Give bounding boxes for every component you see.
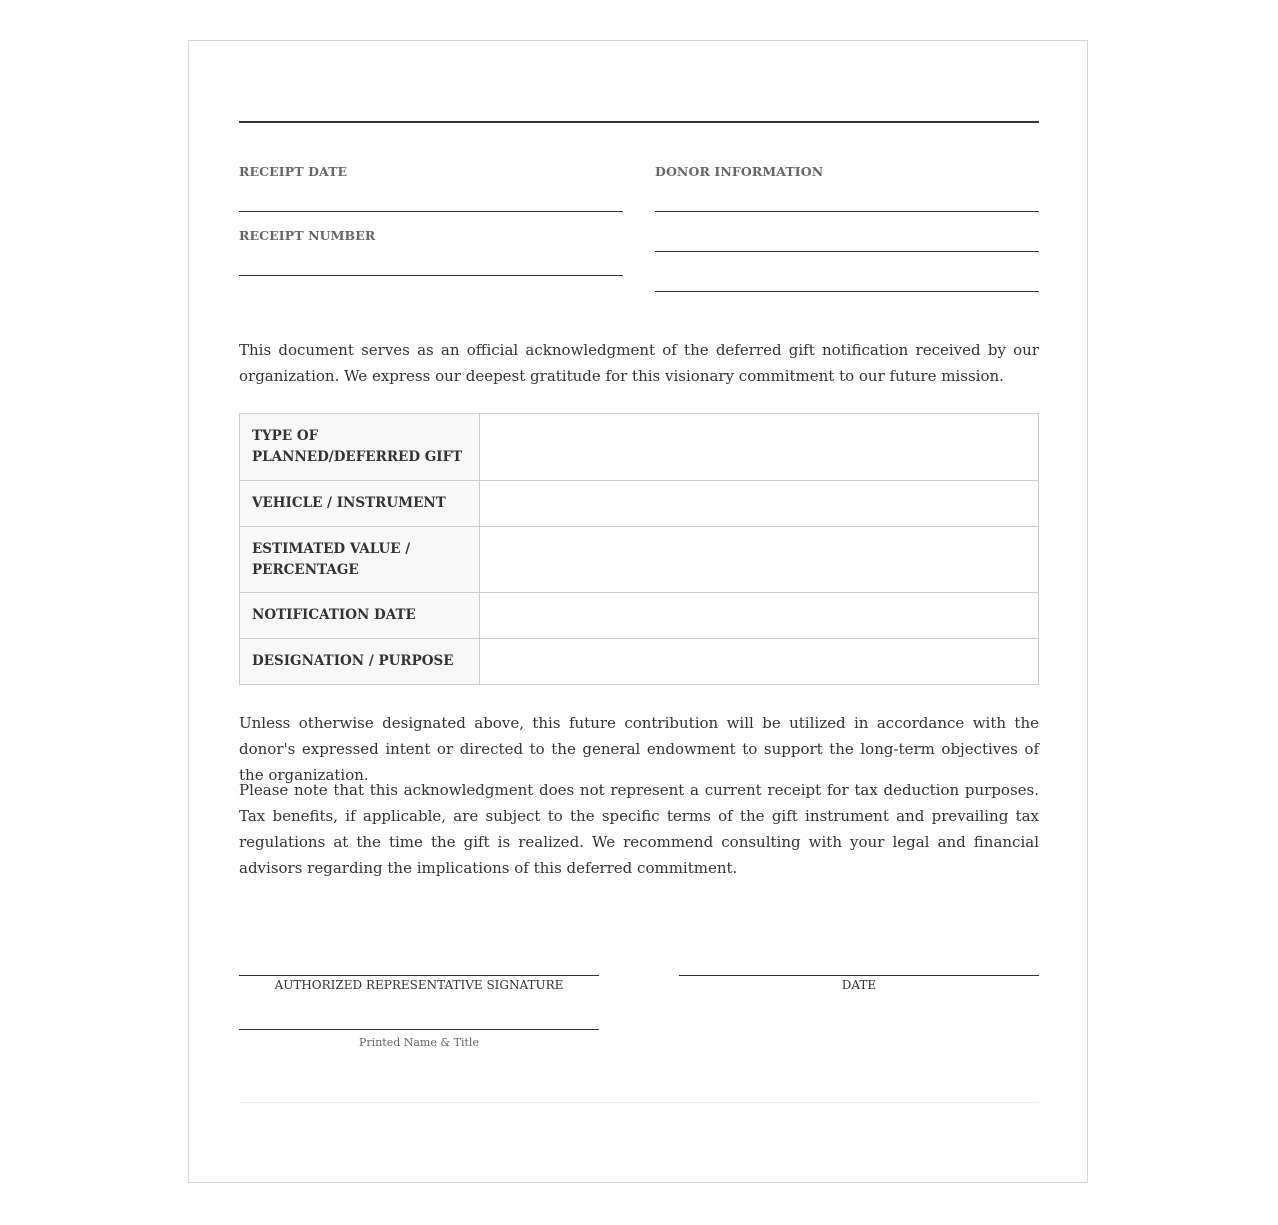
tax-paragraph: Please note that this acknowledgment does not represent a current receipt for tax deduction purposes. Tax benefits, if applicable, are subject to the specific terms of the gift instrument and prevailing tax regulations at the time the gift is realized. We recommend consulting with your legal and financial advisors regarding the implications of this deferred commitment.	[239, 781, 1039, 877]
receipt-number-field[interactable]	[239, 275, 623, 276]
table-row	[240, 481, 1039, 527]
signature-label: AUTHORIZED REPRESENTATIVE SIGNATURE	[274, 978, 564, 992]
donor-info-label: DONOR INFORMATION	[655, 164, 824, 179]
designation-purpose-label: DESIGNATION / PURPOSE	[240, 639, 480, 685]
donor-info-field-line-3[interactable]	[655, 291, 1039, 292]
receipt-date-field[interactable]	[239, 211, 623, 212]
signature-line[interactable]	[239, 975, 599, 976]
document-page	[188, 40, 1088, 1183]
intro-paragraph: This document serves as an official acknowledgment of the deferred gift notification received by our organization. We express our deepest gratitude for this visionary commitment to our future mission.	[239, 341, 1039, 385]
date-line[interactable]	[679, 975, 1039, 976]
table-row	[240, 414, 1039, 481]
printed-name-line[interactable]	[239, 1029, 599, 1030]
gift-details-table	[239, 413, 1039, 685]
table-row	[240, 527, 1039, 593]
estimated-value-value[interactable]	[480, 527, 1039, 593]
receipt-number-label: RECEIPT NUMBER	[239, 228, 376, 243]
donor-info-field-line-2[interactable]	[655, 251, 1039, 252]
header-rule	[239, 121, 1039, 123]
notification-date-value[interactable]	[480, 593, 1039, 639]
estimated-value-label: ESTIMATED VALUE / PERCENTAGE	[240, 527, 480, 593]
designation-purpose-value[interactable]	[480, 639, 1039, 685]
printed-name-label: Printed Name & Title	[359, 1036, 479, 1049]
footer-rule	[239, 1102, 1039, 1103]
usage-paragraph: Unless otherwise designated above, this future contribution will be utilized in accordance with the donor's expressed intent or directed to the general endowment to support the long-term objectives of the organization.	[239, 714, 1039, 784]
gift-type-label: TYPE OF PLANNED/DEFERRED GIFT	[240, 414, 480, 481]
donor-info-field-line-1[interactable]	[655, 211, 1039, 212]
notification-date-label: NOTIFICATION DATE	[240, 593, 480, 639]
table-row	[240, 639, 1039, 685]
date-label: DATE	[841, 978, 877, 992]
vehicle-instrument-label: VEHICLE / INSTRUMENT	[240, 481, 480, 527]
vehicle-instrument-value[interactable]	[480, 481, 1039, 527]
receipt-date-label: RECEIPT DATE	[239, 164, 348, 179]
gift-type-value[interactable]	[480, 414, 1039, 481]
table-row	[240, 593, 1039, 639]
